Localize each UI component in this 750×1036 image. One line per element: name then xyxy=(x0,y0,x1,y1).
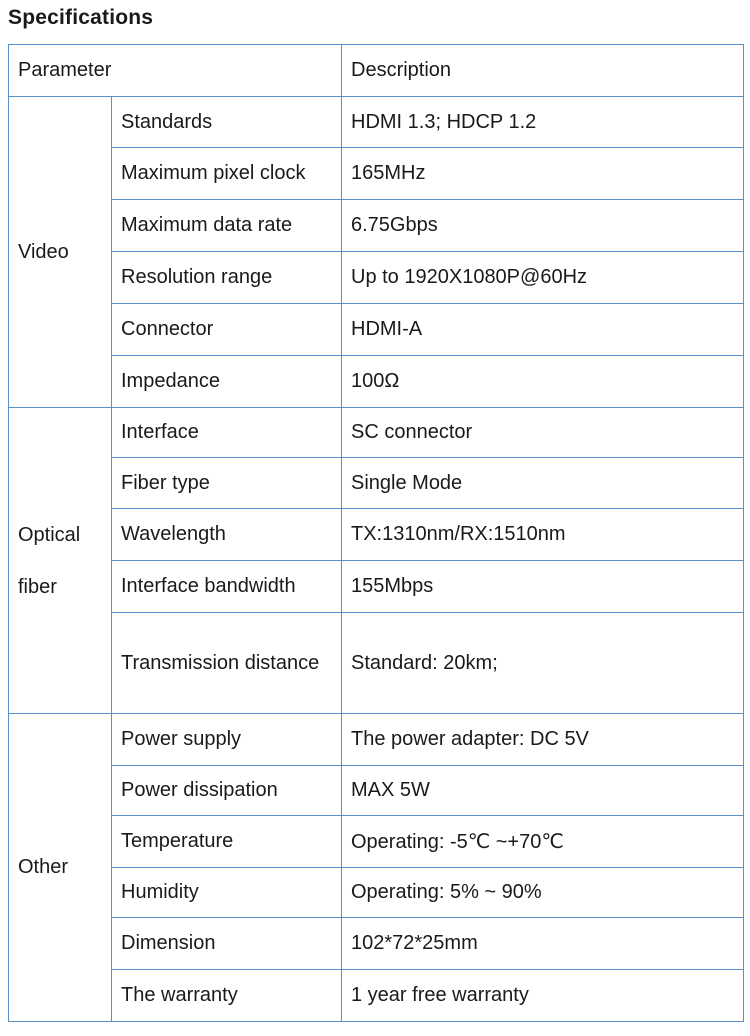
param-cell: Humidity xyxy=(112,868,342,918)
param-cell: Power dissipation xyxy=(112,766,342,816)
table-row xyxy=(9,304,744,356)
param-cell: Power supply xyxy=(112,714,342,766)
group-label-other: Other xyxy=(9,714,112,1022)
table-row xyxy=(9,714,744,766)
table-row xyxy=(9,970,744,1022)
header-parameter: Parameter xyxy=(9,45,342,97)
table-row xyxy=(9,561,744,613)
table-row xyxy=(9,356,744,408)
header-description: Description xyxy=(342,45,744,97)
table-row xyxy=(9,200,744,252)
param-cell: Interface bandwidth xyxy=(112,561,342,613)
param-cell: The warranty xyxy=(112,970,342,1022)
value-cell: 155Mbps xyxy=(342,561,744,613)
table-row xyxy=(9,766,744,816)
table-header-row xyxy=(9,45,744,97)
param-cell: Maximum data rate xyxy=(112,200,342,252)
param-cell: Dimension xyxy=(112,918,342,970)
value-cell: HDMI 1.3; HDCP 1.2 xyxy=(342,97,744,148)
value-cell: 165MHz xyxy=(342,148,744,200)
param-cell: Resolution range xyxy=(112,252,342,304)
param-cell: Maximum pixel clock xyxy=(112,148,342,200)
param-cell: Transmission distance xyxy=(112,613,342,714)
value-cell: 1 year free warranty xyxy=(342,970,744,1022)
value-cell: Up to 1920X1080P@60Hz xyxy=(342,252,744,304)
table-row xyxy=(9,613,744,714)
table-row xyxy=(9,868,744,918)
table-row xyxy=(9,252,744,304)
param-cell: Wavelength xyxy=(112,509,342,561)
value-cell: HDMI-A xyxy=(342,304,744,356)
value-cell: MAX 5W xyxy=(342,766,744,816)
table-row xyxy=(9,97,744,148)
table-row xyxy=(9,458,744,509)
value-cell: 100Ω xyxy=(342,356,744,408)
param-cell: Standards xyxy=(112,97,342,148)
page-title: Specifications xyxy=(8,6,154,29)
group-label-video: Video xyxy=(9,97,112,408)
value-cell: Single Mode xyxy=(342,458,744,509)
param-cell: Connector xyxy=(112,304,342,356)
value-cell: Operating: 5% ~ 90% xyxy=(342,868,744,918)
table-row xyxy=(9,509,744,561)
param-cell: Impedance xyxy=(112,356,342,408)
value-cell: Standard: 20km; xyxy=(342,613,744,714)
value-cell: TX:1310nm/RX:1510nm xyxy=(342,509,744,561)
value-cell: The power adapter: DC 5V xyxy=(342,714,744,766)
table-row xyxy=(9,148,744,200)
param-cell: Interface xyxy=(112,408,342,458)
value-cell: SC connector xyxy=(342,408,744,458)
value-cell: Operating: -5℃ ~+70℃ xyxy=(342,816,744,868)
table-row xyxy=(9,816,744,868)
specifications-table xyxy=(8,44,744,1022)
value-cell: 6.75Gbps xyxy=(342,200,744,252)
group-label-optical-fiber: Optical fiber xyxy=(9,408,112,714)
table-row xyxy=(9,408,744,458)
param-cell: Fiber type xyxy=(112,458,342,509)
param-cell: Temperature xyxy=(112,816,342,868)
table-row xyxy=(9,918,744,970)
value-cell: 102*72*25mm xyxy=(342,918,744,970)
